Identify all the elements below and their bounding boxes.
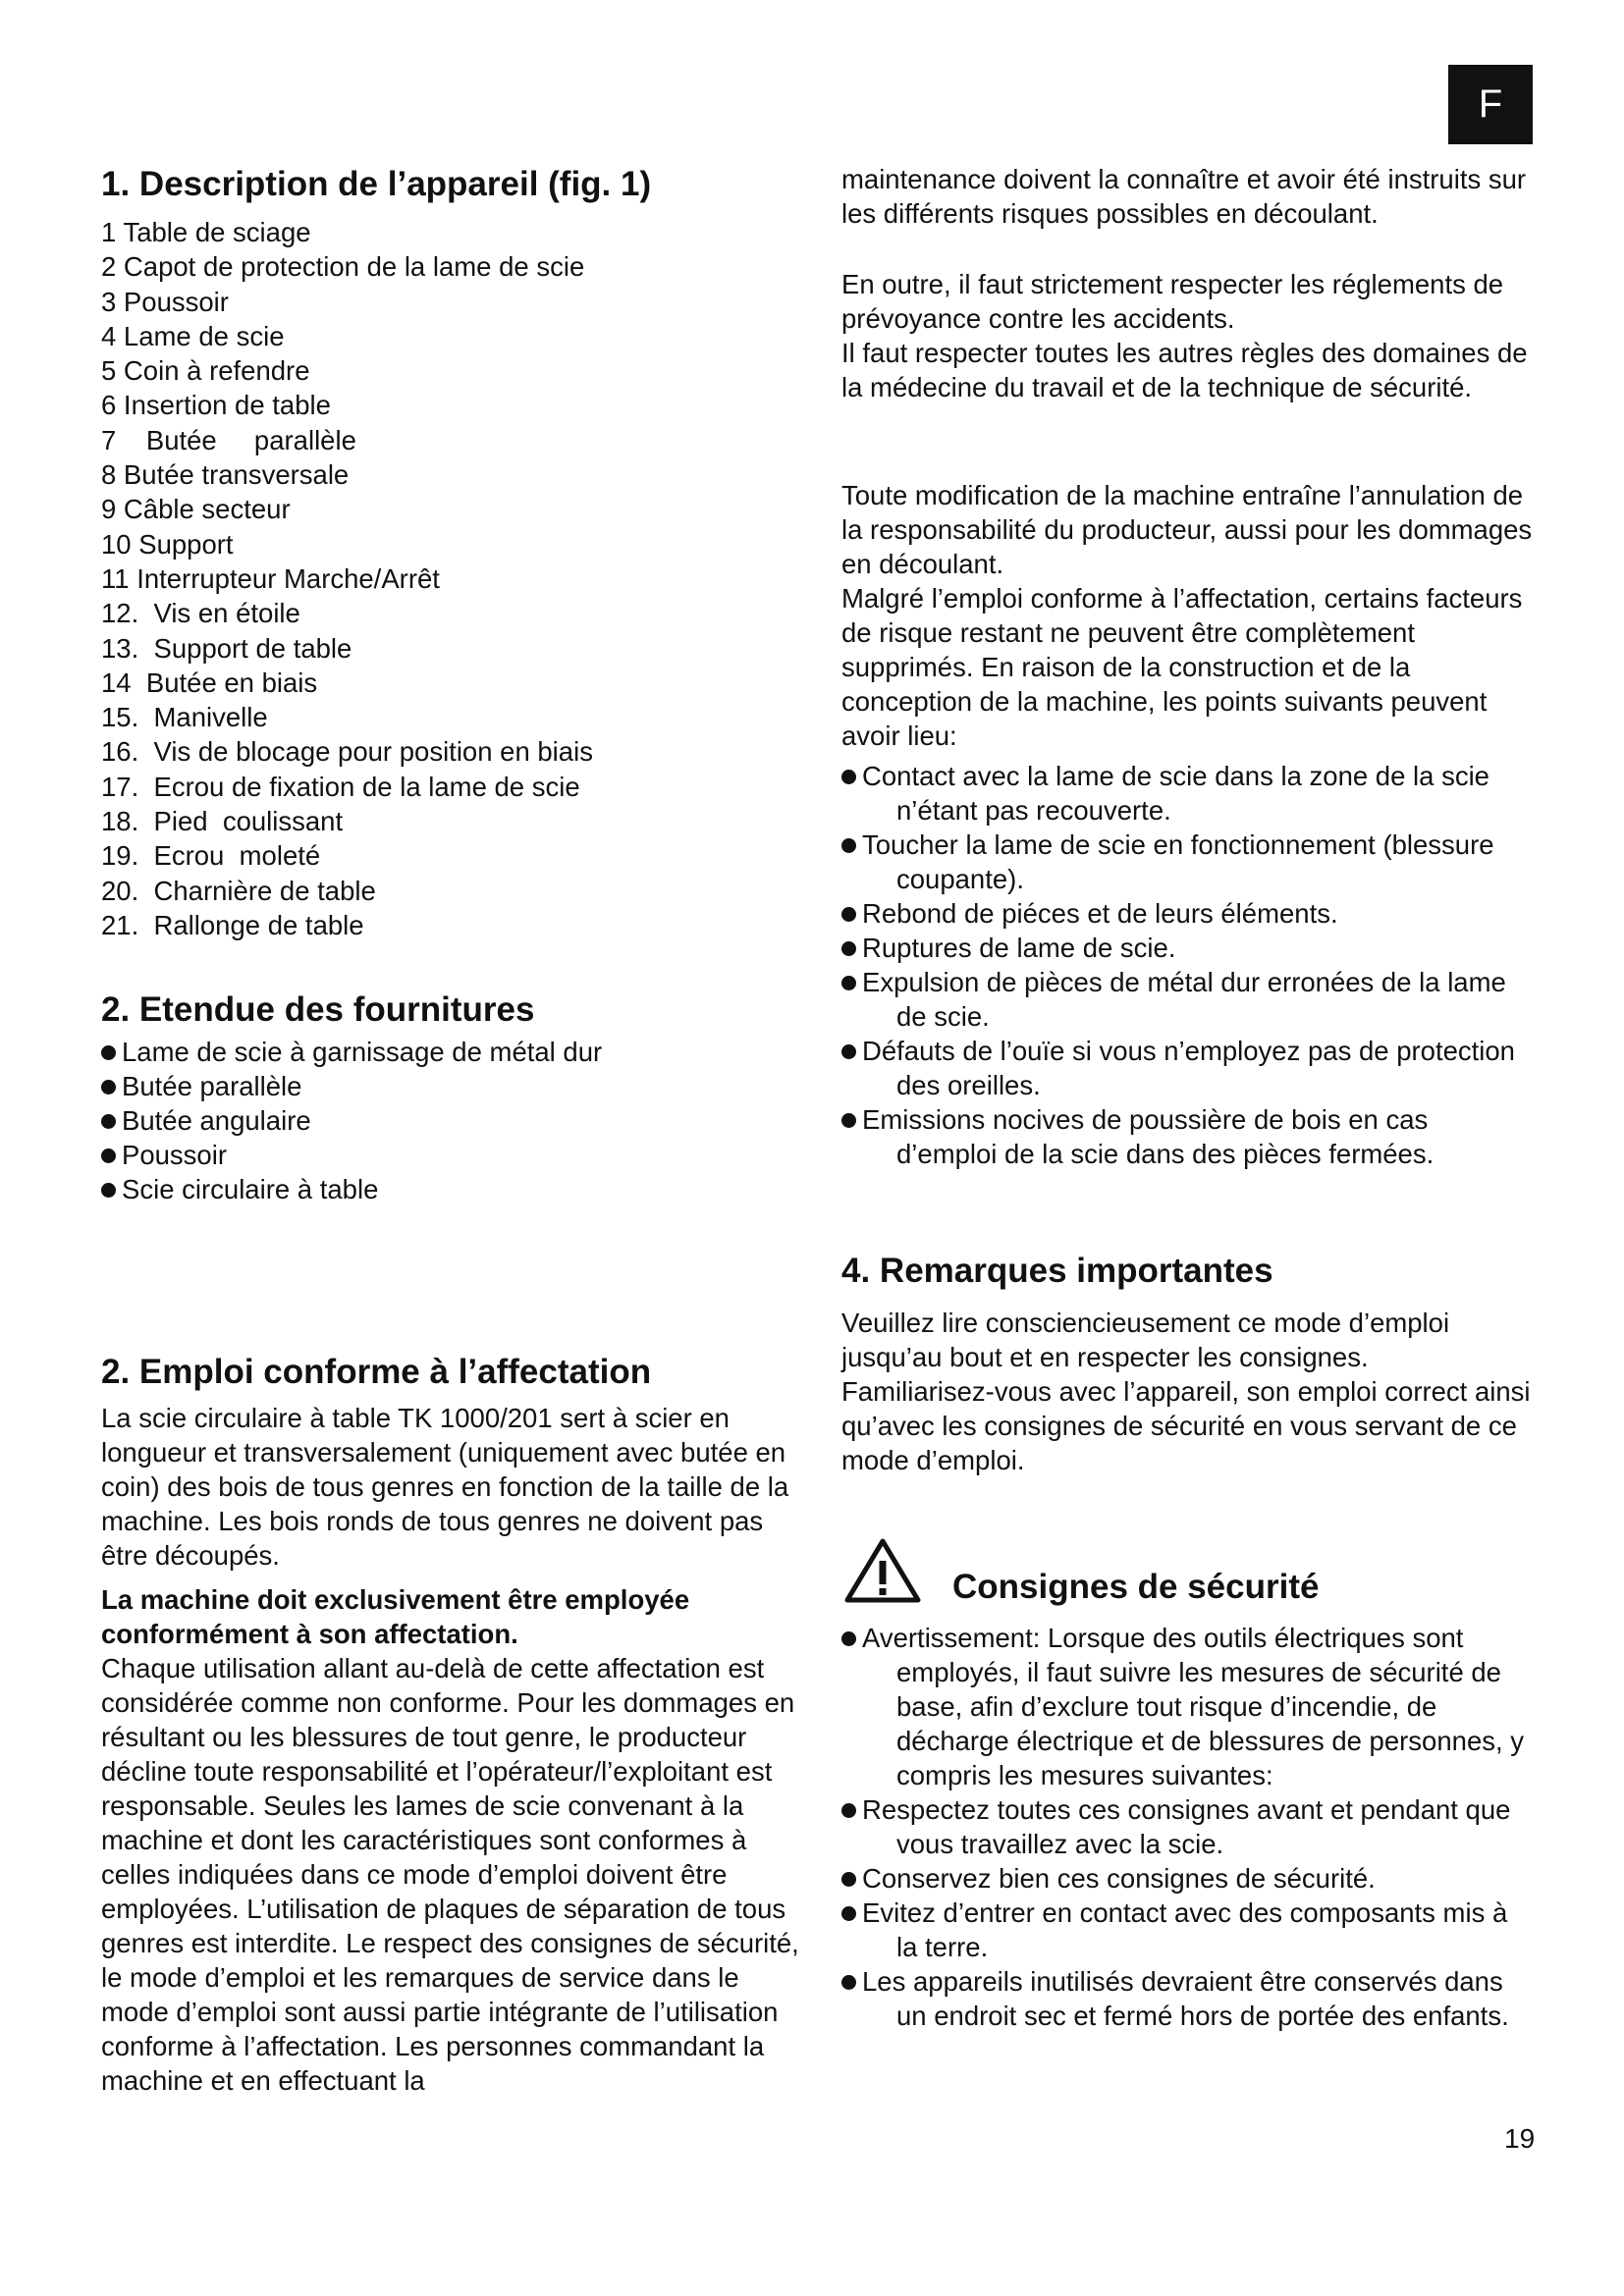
- bullet-icon: [841, 838, 856, 853]
- warning-triangle-icon: [843, 1537, 922, 1604]
- supply-list: [101, 1035, 808, 1206]
- bullet-icon: [841, 1113, 856, 1128]
- maintenance-text: maintenance doivent la connaître et avoir été instruits sur les différents risques possibles en découlant.: [841, 164, 1527, 229]
- parts-list: [101, 215, 593, 942]
- list-item: Défauts de l’ouïe si vous n’employez pas de protection des oreilles.: [841, 1034, 1534, 1102]
- important-notes-p1: Veuillez lire consciencieusement ce mode d’emploi jusqu’au bout et en respecter les consignes.: [841, 1308, 1450, 1372]
- list-item: 12. Vis en étoile: [101, 598, 300, 629]
- bullet-icon: [841, 907, 856, 922]
- section-2-title: 2. Etendue des fournitures: [101, 990, 535, 1029]
- modification-text: Toute modification de la machine entraîne l’annulation de la responsabilité du producteur, aussi pour les dommages en découlant.: [841, 480, 1533, 579]
- list-item: 19. Ecrou moleté: [101, 840, 321, 872]
- list-item: 7 Butée parallèle: [101, 424, 356, 455]
- list-item: 2 Capot de protection de la lame de scie: [101, 251, 585, 283]
- list-item: 20. Charnière de table: [101, 875, 376, 906]
- list-item: Conservez bien ces consignes de sécurité.: [841, 1861, 1534, 1896]
- usage-bold-notice: La machine doit exclusivement être employée conformément à son affectation.: [101, 1584, 690, 1649]
- list-item: 17. Ecrou de fixation de la lame de scie: [101, 771, 580, 802]
- bullet-icon: [841, 1975, 856, 1990]
- list-item: Expulsion de pièces de métal dur erronées de la lame de scie.: [841, 965, 1534, 1034]
- list-item: 15. Manivelle: [101, 702, 268, 733]
- bullet-icon: [101, 1148, 116, 1163]
- list-item: Scie circulaire à table: [101, 1172, 808, 1206]
- bullet-icon: [841, 976, 856, 990]
- list-item: 13. Support de table: [101, 632, 352, 664]
- list-item: Respectez toutes ces consignes avant et pendant que vous travaillez avec la scie.: [841, 1792, 1534, 1861]
- bullet-icon: [841, 941, 856, 956]
- bullet-icon: [841, 1803, 856, 1818]
- list-item: Poussoir: [101, 1138, 808, 1172]
- list-item: Evitez d’entrer en contact avec des composants mis à la terre.: [841, 1896, 1534, 1964]
- section-4-title: 4. Remarques importantes: [841, 1252, 1273, 1290]
- regulations-text: En outre, il faut strictement respecter les réglements de prévoyance contre les accidents.: [841, 269, 1504, 334]
- bullet-icon: [101, 1114, 116, 1129]
- language-badge: F: [1448, 65, 1533, 144]
- list-item: Avertissement: Lorsque des outils électriques sont employés, il faut suivre les mesures de sécurité de base, afin d’exclure tout risque d’incendie, de décharge électrique et de blessures de personnes, y compris les mesures suivantes:: [841, 1621, 1534, 1792]
- safety-title: Consignes de sécurité: [952, 1568, 1320, 1606]
- list-item: 11 Interrupteur Marche/Arrêt: [101, 562, 440, 594]
- bullet-icon: [841, 1044, 856, 1059]
- list-item: 10 Support: [101, 528, 234, 560]
- list-item: 14 Butée en biais: [101, 667, 318, 698]
- list-item: 3 Poussoir: [101, 286, 229, 317]
- list-item: 18. Pied coulissant: [101, 806, 344, 837]
- list-item: Emissions nocives de poussière de bois en cas d’emploi de la scie dans des pièces fermées.: [841, 1102, 1534, 1171]
- list-item: Lame de scie à garnissage de métal dur: [101, 1035, 808, 1069]
- list-item: 6 Insertion de table: [101, 390, 331, 421]
- usage-body: Chaque utilisation allant au-delà de cette affectation est considérée comme non conforme. Pour les dommages en résultant ou les blessures de tout genre, le producteur décline toute responsabilité et l’opérateur/l’exploitant est responsable. Seules les lames de scie convenant à la machine et dont les caractéristiques sont conformes à celles indiquées dans ce mode d’emploi doivent être employées. L’utilisation de plaques de séparation de tous genres est interdite. Le respect des consignes de sécurité, le mode d’emploi et les remarques de service dans le mode d’emploi sont aussi partie intégrante de l’utilisation conforme à l’affectation. Les personnes commandant la machine et en effectuant la: [101, 1653, 799, 2096]
- bullet-icon: [101, 1045, 116, 1060]
- list-item: 5 Coin à refendre: [101, 355, 310, 387]
- bullet-icon: [101, 1183, 116, 1198]
- list-item: Contact avec la lame de scie dans la zone de la scie n’étant pas recouverte.: [841, 759, 1534, 828]
- risk-list: [841, 759, 1534, 1171]
- list-item: Butée angulaire: [101, 1103, 808, 1138]
- bullet-icon: [101, 1080, 116, 1095]
- usage-intro: La scie circulaire à table TK 1000/201 sert à scier en longueur et transversalement (uniquement avec butée en coin) des bois de tous genres en fonction de la taille de la machine. Les bois ronds de tous genres ne doivent pas être découpés.: [101, 1403, 789, 1571]
- page-number: 19: [1504, 2123, 1536, 2154]
- list-item: Rebond de piéces et de leurs éléments.: [841, 896, 1534, 931]
- section-1-title: 1. Description de l’appareil (fig. 1): [101, 165, 652, 203]
- section-3-title: 2. Emploi conforme à l’affectation: [101, 1353, 652, 1391]
- risk-intro-text: Malgré l’emploi conforme à l’affectation, certains facteurs de risque restant ne peuvent être complètement supprimés. En raison de la construction et de la conception de la machine, les points suivants peuvent avoir lieu:: [841, 583, 1523, 751]
- list-item: 9 Câble secteur: [101, 494, 291, 525]
- bullet-icon: [841, 1872, 856, 1887]
- safety-list: [841, 1621, 1534, 2033]
- list-item: Les appareils inutilisés devraient être conservés dans un endroit sec et fermé hors de portée des enfants.: [841, 1964, 1534, 2033]
- list-item: 1 Table de sciage: [101, 217, 311, 247]
- list-item: Toucher la lame de scie en fonctionnement (blessure coupante).: [841, 828, 1534, 896]
- list-item: Ruptures de lame de scie.: [841, 931, 1534, 965]
- important-notes-p2: Familiarisez-vous avec l’appareil, son emploi correct ainsi qu’avec les consignes de sécurité en vous servant de ce mode d’emploi.: [841, 1376, 1531, 1475]
- other-rules-text: Il faut respecter toutes les autres règles des domaines de la médecine du travail et de la technique de sécurité.: [841, 338, 1528, 402]
- list-item: 8 Butée transversale: [101, 459, 350, 491]
- bullet-icon: [841, 1906, 856, 1921]
- list-item: 16. Vis de blocage pour position en biais: [101, 736, 593, 768]
- bullet-icon: [841, 1631, 856, 1646]
- list-item: 21. Rallonge de table: [101, 909, 364, 940]
- list-item: 4 Lame de scie: [101, 320, 285, 351]
- list-item: Butée parallèle: [101, 1069, 808, 1103]
- bullet-icon: [841, 770, 856, 784]
